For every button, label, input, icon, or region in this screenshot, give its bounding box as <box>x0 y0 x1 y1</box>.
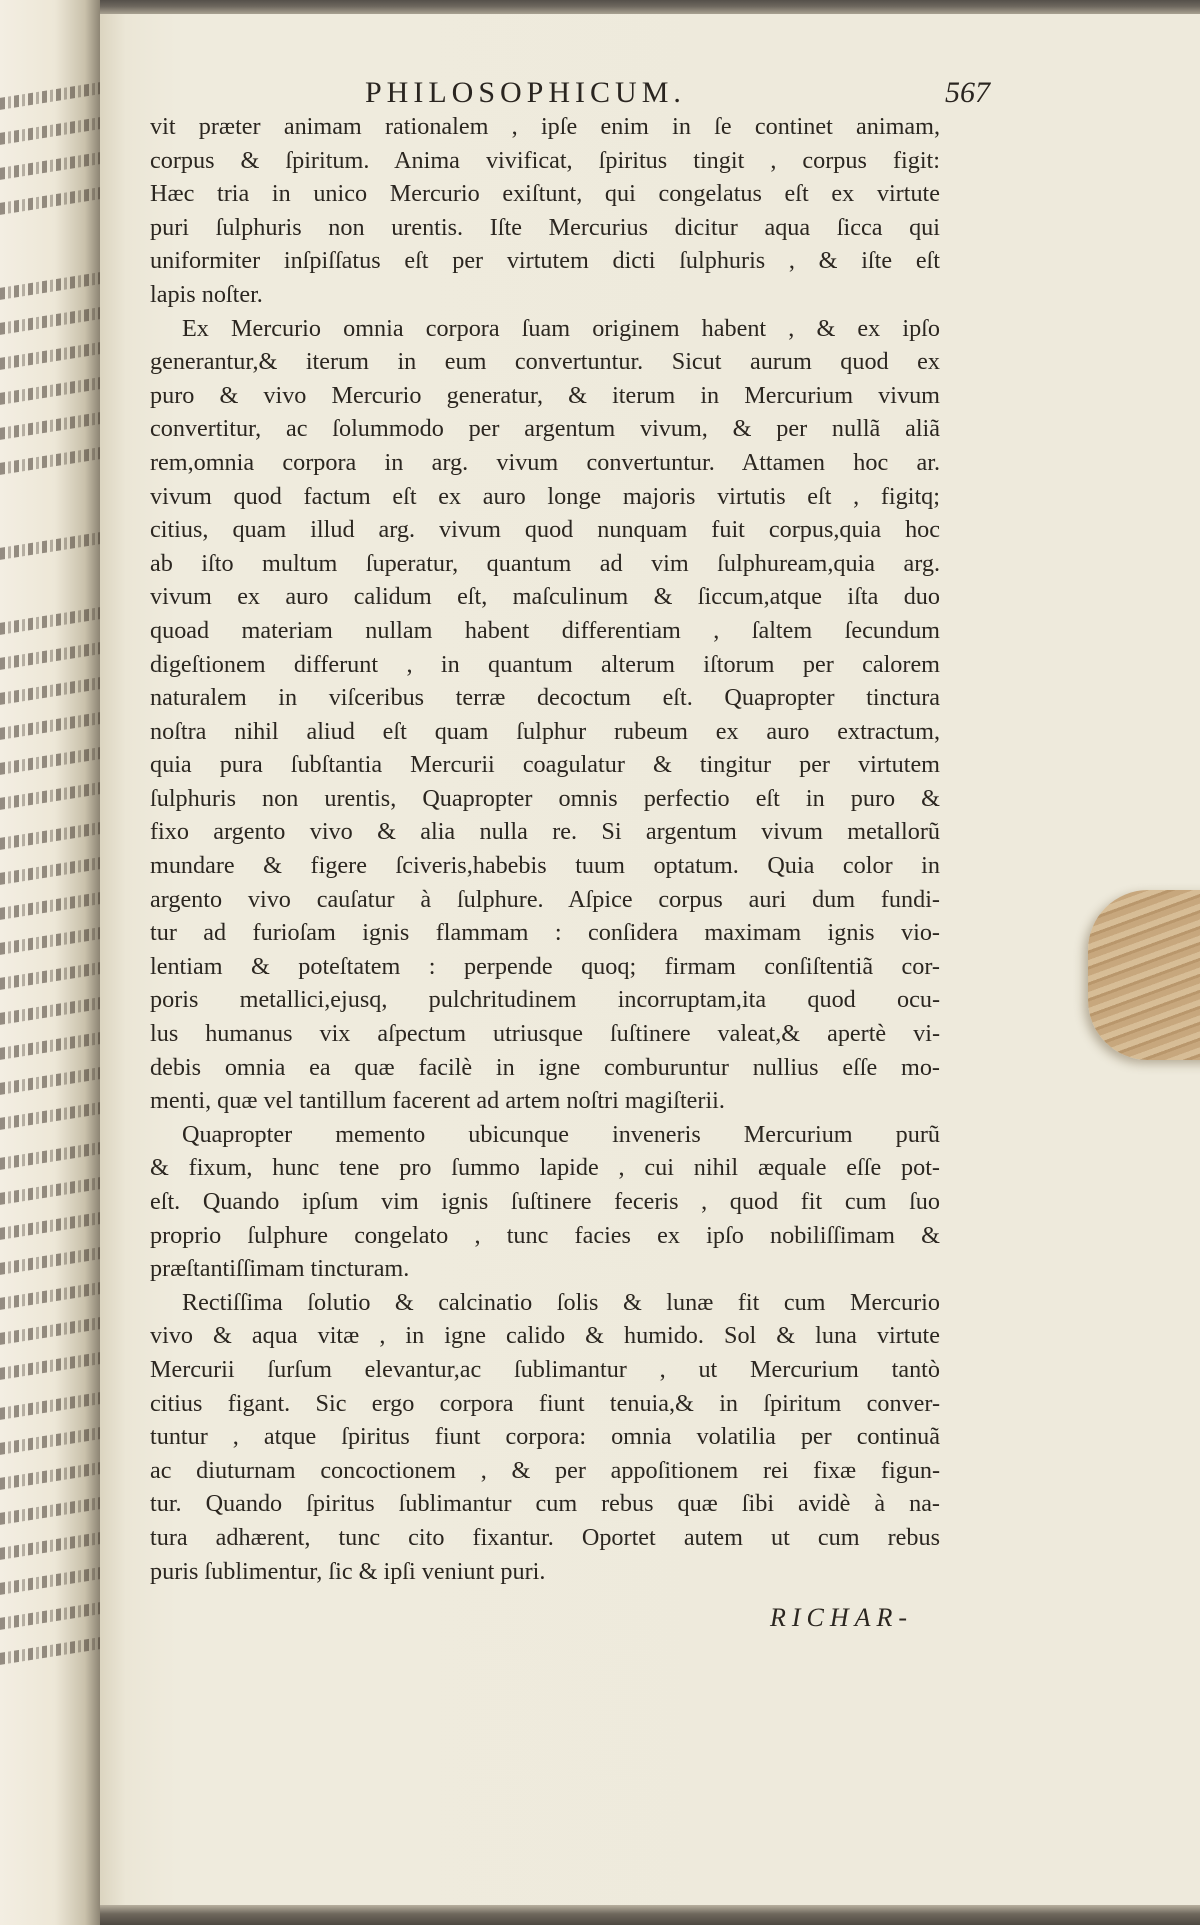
text-line: argento vivo cauſatur à ſulphure. Aſpice corpus auri dum fundi- <box>150 885 940 913</box>
facing-page-text-fragment <box>0 532 100 560</box>
text-line: ab iſto multum ſuperatur, quantum ad vim ſulphuream,quia arg. <box>150 549 940 577</box>
text-line: Ex Mercurio omnia corpora ſuam originem habent , & ex ipſo <box>182 314 940 342</box>
text-line: lus humanus vix aſpectum utriusque ſuſtinere valeat,& apertè vi- <box>150 1020 940 1048</box>
page-bottom-edge <box>96 1905 1200 1925</box>
facing-page-text-fragment <box>0 1177 100 1205</box>
facing-page-text-fragment <box>0 822 100 850</box>
facing-page-text-fragment <box>0 607 100 635</box>
facing-page-gutter <box>0 0 100 1925</box>
text-line: corpus & ſpiritum. Anima vivificat, ſpiritus tingit , corpus figit: <box>150 146 940 174</box>
facing-page-text-fragment <box>0 642 100 670</box>
facing-page-text-fragment <box>0 1637 100 1665</box>
facing-page-text-fragment <box>0 1212 100 1240</box>
text-line: noſtra nihil aliud eſt quam ſulphur rubeum ex auro extractum, <box>150 717 940 745</box>
text-line: citius, quam illud arg. vivum quod nunquam fuit corpus,quia hoc <box>150 516 940 544</box>
wooden-page-weight <box>1088 890 1200 1060</box>
text-line: puri ſulphuris non urentis. Iſte Mercurius dicitur aqua ſicca qui <box>150 213 940 241</box>
facing-page-text-fragment <box>0 1427 100 1455</box>
facing-page-text-fragment <box>0 782 100 810</box>
facing-page-text-fragment <box>0 1317 100 1345</box>
facing-page-text-fragment <box>0 857 100 885</box>
text-line: fixo argento vivo & alia nulla re. Si argentum vivum metallorũ <box>150 818 940 846</box>
facing-page-text-fragment <box>0 342 100 370</box>
facing-page-text-fragment <box>0 1102 100 1130</box>
facing-page-text-fragment <box>0 1392 100 1420</box>
text-line: Rectiſſima ſolutio & calcinatio ſolis & lunæ fit cum Mercurio <box>182 1288 940 1316</box>
facing-page-text-fragment <box>0 412 100 440</box>
text-line: ſulphuris non urentis, Quapropter omnis perfectio eſt in puro & <box>150 784 940 812</box>
text-line: ac diuturnam concoctionem , & per appoſitionem rei fixæ figun- <box>150 1456 940 1484</box>
facing-page-text-fragment <box>0 272 100 300</box>
facing-page-text-fragment <box>0 187 100 215</box>
text-line: & fixum, hunc tene pro ſummo lapide , cui nihil æquale eſſe pot- <box>150 1154 940 1182</box>
text-line: citius figant. Sic ergo corpora fiunt tenuia,& in ſpiritum conver- <box>150 1389 940 1417</box>
facing-page-text-fragment <box>0 962 100 990</box>
facing-page-text-fragment <box>0 1532 100 1560</box>
text-line: menti, quæ vel tantillum facerent ad artem noſtri magiſterii. <box>150 1087 725 1115</box>
text-line: vit præter animam rationalem , ipſe enim in ſe continet animam, <box>150 113 940 140</box>
facing-page-text-fragment <box>0 152 100 180</box>
facing-page-text-fragment <box>0 1067 100 1095</box>
text-line: digeſtionem differunt , in quantum alterum iſtorum per calorem <box>150 650 940 678</box>
facing-page-text-fragment <box>0 1352 100 1380</box>
facing-page-text-fragment <box>0 677 100 705</box>
text-line: vivum ex auro calidum eſt, maſculinum & ſiccum,atque iſta duo <box>150 583 940 611</box>
facing-page-text-fragment <box>0 82 100 110</box>
text-line: debis omnia ea quæ facilè in igne comburuntur nullius eſſe mo- <box>150 1053 940 1081</box>
facing-page-text-fragment <box>0 927 100 955</box>
facing-page-text-fragment <box>0 892 100 920</box>
facing-page-text-fragment <box>0 1497 100 1525</box>
text-line: tur ad furioſam ignis flammam : conſidera maximam ignis vio- <box>150 919 940 947</box>
text-line: lentiam & poteſtatem : perpende quoq; firmam conſiſtentiã cor- <box>150 952 940 980</box>
text-line: uniformiter inſpiſſatus eſt per virtutem dicti ſulphuris , & iſte eſt <box>150 247 940 275</box>
facing-page-text-fragment <box>0 1282 100 1310</box>
catchword: RICHAR- <box>770 1603 914 1632</box>
text-line: puris ſublimentur, ſic & ipſi veniunt puri. <box>150 1557 546 1585</box>
facing-page-text-fragment <box>0 712 100 740</box>
facing-page-text-fragment <box>0 1567 100 1595</box>
page-top-edge <box>96 0 1200 14</box>
text-line: naturalem in viſceribus terræ decoctum eſt. Quapropter tinctura <box>150 684 940 712</box>
text-line: tura adhærent, tunc cito fixantur. Oportet autem ut cum rebus <box>150 1523 940 1551</box>
text-line: tur. Quando ſpiritus ſublimantur cum rebus quæ ſibi avidè à na- <box>150 1490 940 1518</box>
facing-page-text-fragment <box>0 1142 100 1170</box>
page-number: 567 <box>945 76 990 109</box>
text-line: puro & vivo Mercurio generatur, & iterum in Mercurium vivum <box>150 381 940 409</box>
text-line: lapis noſter. <box>150 280 263 308</box>
text-line: mundare & figere ſciveris,habebis tuum optatum. Quia color in <box>150 852 940 880</box>
text-line: vivo & aqua vitæ , in igne calido & humido. Sol & luna virtute <box>150 1322 940 1350</box>
facing-page-text-fragment <box>0 307 100 335</box>
text-line: eſt. Quando ipſum vim ignis ſuſtinere feceris , quod fit cum ſuo <box>150 1188 940 1215</box>
facing-page-text-fragment <box>0 377 100 405</box>
text-line: generantur,& iterum in eum convertuntur. Sicut aurum quod ex <box>150 348 940 376</box>
facing-page-text-fragment <box>0 1032 100 1060</box>
text-line: tuntur , atque ſpiritus fiunt corpora: omnia volatilia per continuã <box>150 1423 940 1451</box>
text-line: præſtantiſſimam tincturam. <box>150 1255 410 1283</box>
text-line: Quapropter memento ubicunque inveneris Mercurium purũ <box>182 1120 940 1148</box>
text-line: convertitur, ac ſolummodo per argentum vivum, & per nullã aliã <box>150 415 940 443</box>
body-text <box>150 110 940 1588</box>
facing-page-text-fragment <box>0 997 100 1025</box>
text-line: quoad materiam nullam habent differentiam , ſaltem ſecundum <box>150 616 940 644</box>
text-line: Mercurii ſurſum elevantur,ac ſublimantur , ut Mercurium tantò <box>150 1355 940 1383</box>
text-line: vivum quod factum eſt ex auro longe majoris virtutis eſt , figitq; <box>150 482 940 510</box>
facing-page-text-fragment <box>0 1462 100 1490</box>
facing-page-text-fragment <box>0 447 100 475</box>
facing-page-text-fragment <box>0 1602 100 1630</box>
facing-page-text-fragment <box>0 1247 100 1275</box>
text-line: poris metallici,ejusq, pulchritudinem incorruptam,ita quod ocu- <box>150 986 940 1014</box>
text-line: proprio ſulphure congelato , tunc facies ex ipſo nobiliſſimam & <box>150 1221 940 1249</box>
text-line: rem,omnia corpora in arg. vivum convertuntur. Attamen hoc ar. <box>150 448 940 476</box>
text-line: quia pura ſubſtantia Mercurii coagulatur & tingitur per virtutem <box>150 751 940 779</box>
facing-page-text-fragment <box>0 747 100 775</box>
text-line: Hæc tria in unico Mercurio exiſtunt, qui congelatus eſt ex virtute <box>150 180 940 208</box>
facing-page-text-fragment <box>0 117 100 145</box>
running-head: PHILOSOPHICUM. <box>365 76 686 109</box>
